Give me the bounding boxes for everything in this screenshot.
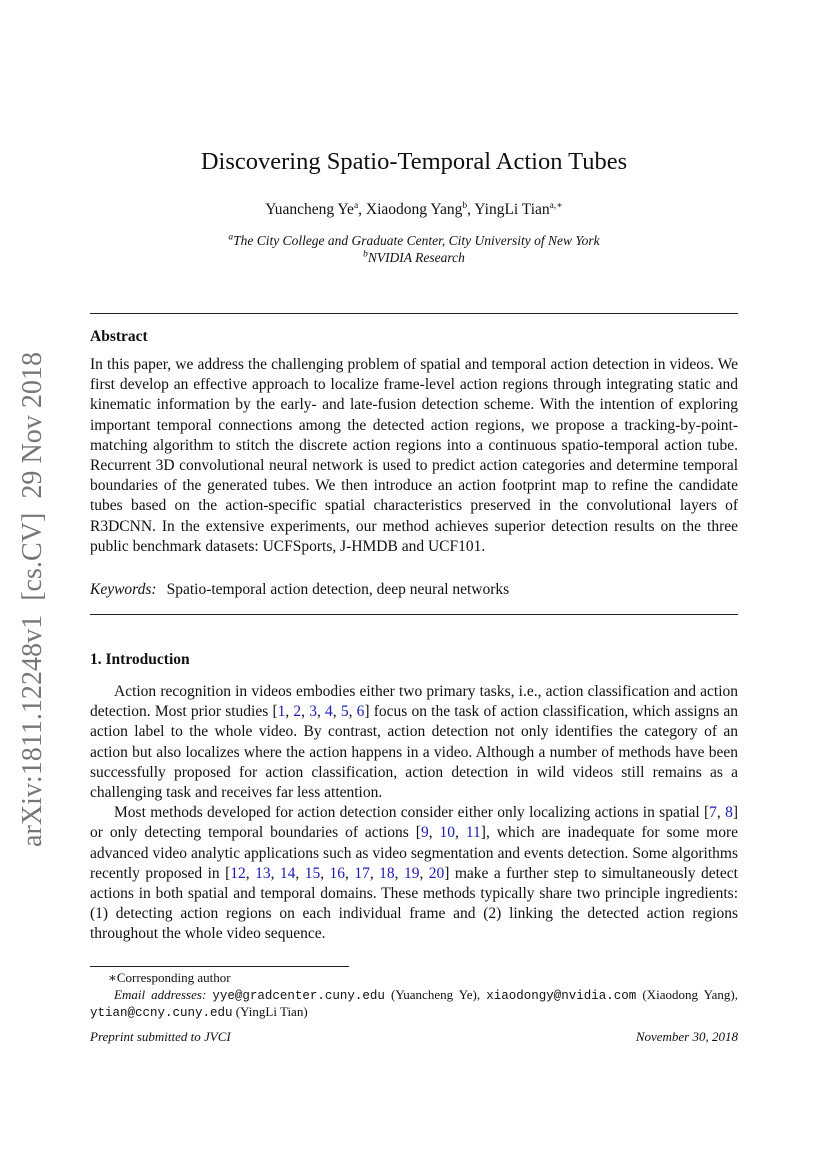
arxiv-stamp-text: arXiv:1811.12248v1 [cs.CV] 29 Nov 2018 [17,353,48,847]
divider [90,313,738,314]
citation-link[interactable]: 16 [329,864,346,882]
citation-link[interactable]: 20 [428,864,445,882]
citation-group: 9, 10, 11 [420,824,481,842]
citation-link[interactable]: 2 [293,703,302,721]
citation-link[interactable]: 5 [340,703,349,721]
affiliation [90,233,738,249]
affiliation-text: The City College and Graduate Center, City University of New York [233,233,600,248]
keywords-label: Keywords: [90,581,157,598]
preprint-date: November 30, 2018 [635,1029,738,1044]
email-owner: (Xiaodong Yang), [642,986,739,1002]
citation-link[interactable]: 1 [277,703,286,721]
author-affil-mark: b [462,200,468,211]
citation-group: 1, 2, 3, 4, 5, 6 [277,703,365,721]
email-label: Email addresses: [114,986,207,1002]
affiliation-mark: a [228,232,234,243]
divider [90,614,738,615]
introduction-body [90,682,738,945]
citation-link[interactable]: 18 [379,864,395,882]
citation-group: 7, 8 [709,804,733,822]
citation-link[interactable]: 15 [304,864,321,882]
author-affil-mark: a,∗ [549,200,563,211]
email-owner: (YingLi Tian) [235,1004,308,1019]
paragraph-text: ] focus on the task of action classification, which assigns an action label to the whole video. By contrast, action detection not only identifies the category of an action but also localizes where the action happens in a video. Although a number of methods have been successfully proposed for action classification, action detection in wild videos still remains as a challenging task and receives far less attention. [90,703,739,802]
preprint-note: Preprint submitted to JVCI [90,1029,231,1044]
citation-link[interactable]: 8 [725,804,733,822]
affiliation-mark: b [363,249,368,260]
author-affil-mark: a [353,200,359,211]
email-owner: (Yuancheng Ye), [391,986,481,1002]
keywords [90,581,509,599]
citation-link[interactable]: 17 [354,864,370,882]
abstract-body: In this paper, we address the challenging problem of spatial and temporal action detection in videos. We first develop an effective approach to localize frame-level action regions through integrating static and kinematic information by the early- and late-fusion detection scheme. With the intention of exploring important temporal connections among the detected action regions, we propose a tracking-by-point-matching algorithm to stitch the discrete action regions into a continuous spatio-temporal action tube. Recurrent 3D convolutional neural network is used to predict action categories and determine temporal boundaries of the generated tubes. We then introduce an action footprint map to refine the candidate tubes based on the action-specific spatial characteristics preserved in the convolutional layers of R3DCNN. In the extensive experiments, our method achieves superior detection results on the three public benchmark datasets: UCFSports, J-HMDB and UCF101. [90,356,738,555]
author-name: Xiaodong Yang [365,201,463,218]
affiliation-text: NVIDIA Research [367,250,465,265]
footnote [90,970,738,1022]
paragraph-text: ] make a further step to simultaneously detect actions in both spatial and temporal domains. These methods typically share two principle ingredients: (1) detecting action regions on each individual frame and (2) linking the detected action regions throughout the whole video sequence. [90,864,738,943]
citation-link[interactable]: 9 [420,824,429,842]
author-name: YingLi Tian [474,201,550,218]
citation-link[interactable]: 6 [356,703,365,721]
paragraph [90,682,738,803]
citation-link[interactable]: 19 [403,864,420,882]
author-list: Yuancheng Ye$^a$, Xiaodong Yang$^b$, YingLi Tian$^{a,∗}$ [265,200,563,218]
citation-link[interactable]: 4 [325,703,333,721]
citation-link[interactable]: 7 [709,804,717,822]
citation-link[interactable]: 11 [465,824,481,842]
citation-link[interactable]: 14 [279,864,296,882]
author-name: Yuancheng Ye [265,201,354,218]
citation-group: 12, 13, 14, 15, 16, 17, 18, 19, 20 [230,864,445,882]
paper-title: Discovering Spatio-Temporal Action Tubes [200,148,628,175]
keywords-text: Spatio-temporal action detection, deep neural networks [166,581,510,598]
citation-link[interactable]: 3 [309,703,317,721]
paragraph [90,803,738,944]
paragraph-text: ], which are inadequate for some more advanced video analytic applications such as video segmentation and events detection. Some algorithms recently proposed in [ [90,824,739,882]
citation-link[interactable]: 12 [230,864,246,882]
citation-link[interactable]: 13 [255,864,271,882]
arxiv-stamp [7,352,49,847]
email-link[interactable]: yye@gradcenter.cuny.edu [212,988,385,1003]
paragraph-text: Most methods developed for action detection consider either only localizing actions in spatial [ [114,804,710,822]
paragraph-text: ] or only detecting temporal boundaries of actions [ [90,804,739,842]
abstract-heading: Abstract [90,328,148,345]
paragraph-text: Action recognition in videos embodies either two primary tasks, i.e., action classification and action detection. Most prior studies [ [90,683,738,721]
citation-link[interactable]: 10 [439,824,456,842]
footnote-divider [90,966,349,967]
email-link[interactable]: xiaodongy@nvidia.com [486,988,637,1003]
email-link[interactable]: ytian@ccny.cuny.edu [90,1006,233,1020]
section-heading: 1. Introduction [90,651,190,668]
corresponding-author-note: ∗Corresponding author [108,970,231,985]
affiliation [90,250,738,266]
email-addresses [90,987,738,1022]
